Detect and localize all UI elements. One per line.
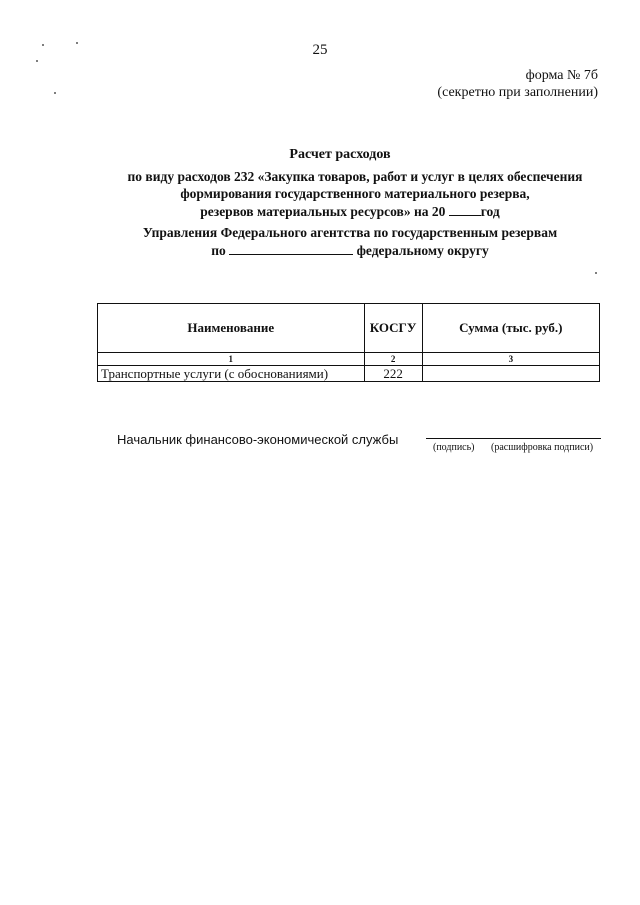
row-name-cell: Транспортные услуги (с обоснованиями) (98, 366, 365, 382)
subtitle-line-1: по виду расходов 232 «Закупка товаров, работ и услуг в целях обеспечения (127, 169, 583, 184)
district-line-suffix: федеральному округу (356, 243, 489, 258)
signature-label: Начальник финансово-экономической службы (117, 432, 399, 447)
signature-hint: (подпись) (433, 442, 475, 453)
column-header-sum: Сумма (тыс. руб.) (422, 304, 599, 353)
column-number-3: 3 (422, 353, 599, 366)
table-row (98, 366, 600, 382)
district-line-prefix: по (211, 243, 226, 258)
row-kosgu-cell: 222 (364, 366, 422, 382)
page-number: 25 (312, 42, 328, 58)
agency-line: Управления Федерального агентства по государственным резервам (142, 225, 558, 240)
subtitle-line-3-prefix: резервов материальных ресурсов» на 20 (200, 204, 446, 219)
document-title: Расчет расходов (289, 147, 391, 162)
subtitle-line-2: формирования государственного материального резерва, (180, 186, 530, 201)
table-header-row (98, 304, 600, 353)
signature-line (426, 438, 601, 439)
column-number-1: 1 (98, 353, 365, 366)
district-blank (229, 242, 353, 255)
column-number-2: 2 (364, 353, 422, 366)
signature-decoding-hint: (расшифровка подписи) (491, 442, 594, 453)
year-blank (449, 203, 481, 216)
scan-speck (42, 44, 44, 46)
scan-speck (595, 272, 597, 274)
scan-speck (54, 92, 56, 94)
column-number-row (98, 353, 600, 366)
scan-speck (76, 42, 78, 44)
row-sum-cell (422, 366, 599, 382)
column-header-kosgu: КОСГУ (364, 304, 422, 353)
expense-table (97, 303, 600, 382)
column-header-name: Наименование (98, 304, 365, 353)
subtitle-line-3-suffix: год (480, 204, 500, 219)
secret-note: (секретно при заполнении) (437, 85, 598, 100)
scan-speck (36, 60, 38, 62)
district-line (0, 242, 640, 259)
subtitle-line-3 (0, 203, 640, 220)
form-number: форма № 7б (525, 68, 598, 83)
